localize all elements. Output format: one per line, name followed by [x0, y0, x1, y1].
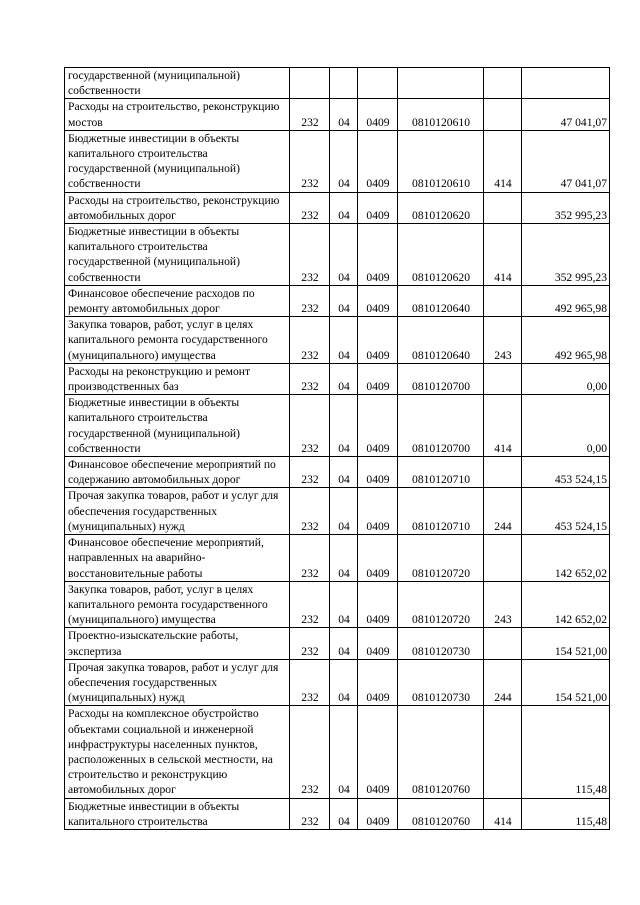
table-row — [65, 628, 610, 659]
expense-name-cell: Расходы на реконструкцию и ремонт производственных баз — [65, 363, 290, 394]
expense-type-code-cell — [484, 628, 522, 659]
target-article-code-cell: 0810120760 — [398, 706, 484, 798]
expense-type-code-cell — [484, 99, 522, 130]
expense-type-code-cell: 244 — [484, 659, 522, 706]
grbs-code-cell: 232 — [290, 706, 330, 798]
amount-cell: 142 652,02 — [522, 581, 610, 628]
expense-name-cell: Финансовое обеспечение мероприятий, направленных на аварийно-восстановительные работы — [65, 535, 290, 582]
section-code-cell: 04 — [330, 224, 358, 286]
table-row — [65, 798, 610, 829]
amount-cell: 453 524,15 — [522, 488, 610, 535]
expense-name-cell: Бюджетные инвестиции в объекты капитального строительства — [65, 798, 290, 829]
subsection-code-cell: 0409 — [358, 659, 398, 706]
target-article-code-cell — [398, 68, 484, 99]
grbs-code-cell: 232 — [290, 192, 330, 223]
section-code-cell: 04 — [330, 285, 358, 316]
grbs-code-cell: 232 — [290, 224, 330, 286]
expense-name-cell: государственной (муниципальной) собственности — [65, 68, 290, 99]
amount-cell: 492 965,98 — [522, 317, 610, 364]
expense-name-cell: Прочая закупка товаров, работ и услуг для обеспечения государственных (муниципальных) нужд — [65, 659, 290, 706]
section-code-cell: 04 — [330, 317, 358, 364]
expense-name-cell: Закупка товаров, работ, услуг в целях капитального ремонта государственного (муниципального) имущества — [65, 317, 290, 364]
grbs-code-cell: 232 — [290, 395, 330, 457]
budget-table-body — [65, 68, 610, 830]
grbs-code-cell: 232 — [290, 798, 330, 829]
target-article-code-cell: 0810120640 — [398, 317, 484, 364]
expense-type-code-cell: 414 — [484, 130, 522, 192]
grbs-code-cell: 232 — [290, 130, 330, 192]
subsection-code-cell: 0409 — [358, 395, 398, 457]
table-row — [65, 317, 610, 364]
amount-cell: 352 995,23 — [522, 192, 610, 223]
section-code-cell: 04 — [330, 798, 358, 829]
section-code-cell: 04 — [330, 130, 358, 192]
expense-name-cell: Расходы на строительство, реконструкцию мостов — [65, 99, 290, 130]
table-row — [65, 488, 610, 535]
subsection-code-cell: 0409 — [358, 363, 398, 394]
amount-cell: 47 041,07 — [522, 99, 610, 130]
expense-type-code-cell — [484, 192, 522, 223]
section-code-cell: 04 — [330, 363, 358, 394]
amount-cell: 492 965,98 — [522, 285, 610, 316]
expense-type-code-cell: 244 — [484, 488, 522, 535]
amount-cell: 352 995,23 — [522, 224, 610, 286]
expense-name-cell: Расходы на комплексное обустройство объектами социальной и инженерной инфраструктуры населенных пунктов, расположенных в сельской местности, на строительство и реконструкцию автомобильных дорог — [65, 706, 290, 798]
grbs-code-cell: 232 — [290, 285, 330, 316]
grbs-code-cell: 232 — [290, 317, 330, 364]
amount-cell: 47 041,07 — [522, 130, 610, 192]
expense-name-cell: Расходы на строительство, реконструкцию автомобильных дорог — [65, 192, 290, 223]
expense-type-code-cell — [484, 457, 522, 488]
amount-cell: 115,48 — [522, 706, 610, 798]
section-code-cell: 04 — [330, 99, 358, 130]
table-row — [65, 581, 610, 628]
expense-name-cell: Финансовое обеспечение мероприятий по содержанию автомобильных дорог — [65, 457, 290, 488]
grbs-code-cell: 232 — [290, 659, 330, 706]
table-row — [65, 395, 610, 457]
target-article-code-cell: 0810120620 — [398, 192, 484, 223]
expense-type-code-cell — [484, 68, 522, 99]
expense-name-cell: Прочая закупка товаров, работ и услуг для обеспечения государственных (муниципальных) нужд — [65, 488, 290, 535]
expense-name-cell: Бюджетные инвестиции в объекты капитального строительства государственной (муниципальной) собственности — [65, 395, 290, 457]
subsection-code-cell: 0409 — [358, 798, 398, 829]
subsection-code-cell: 0409 — [358, 317, 398, 364]
subsection-code-cell — [358, 68, 398, 99]
amount-cell: 0,00 — [522, 363, 610, 394]
table-row — [65, 535, 610, 582]
table-row — [65, 68, 610, 99]
target-article-code-cell: 0810120730 — [398, 659, 484, 706]
table-row — [65, 99, 610, 130]
expense-name-cell: Проектно-изыскательские работы, экспертиза — [65, 628, 290, 659]
section-code-cell: 04 — [330, 457, 358, 488]
table-row — [65, 285, 610, 316]
table-row — [65, 192, 610, 223]
target-article-code-cell: 0810120640 — [398, 285, 484, 316]
section-code-cell: 04 — [330, 488, 358, 535]
target-article-code-cell: 0810120710 — [398, 488, 484, 535]
expense-type-code-cell: 414 — [484, 224, 522, 286]
table-row — [65, 659, 610, 706]
amount-cell: 453 524,15 — [522, 457, 610, 488]
target-article-code-cell: 0810120620 — [398, 224, 484, 286]
section-code-cell — [330, 68, 358, 99]
subsection-code-cell: 0409 — [358, 457, 398, 488]
section-code-cell: 04 — [330, 581, 358, 628]
expense-type-code-cell: 414 — [484, 395, 522, 457]
table-row — [65, 224, 610, 286]
expense-name-cell: Финансовое обеспечение расходов по ремонту автомобильных дорог — [65, 285, 290, 316]
subsection-code-cell: 0409 — [358, 130, 398, 192]
target-article-code-cell: 0810120730 — [398, 628, 484, 659]
target-article-code-cell: 0810120720 — [398, 581, 484, 628]
target-article-code-cell: 0810120710 — [398, 457, 484, 488]
table-row — [65, 363, 610, 394]
expense-type-code-cell — [484, 363, 522, 394]
grbs-code-cell: 232 — [290, 363, 330, 394]
subsection-code-cell: 0409 — [358, 285, 398, 316]
subsection-code-cell: 0409 — [358, 488, 398, 535]
grbs-code-cell: 232 — [290, 628, 330, 659]
expense-type-code-cell — [484, 285, 522, 316]
section-code-cell: 04 — [330, 192, 358, 223]
subsection-code-cell: 0409 — [358, 706, 398, 798]
grbs-code-cell: 232 — [290, 457, 330, 488]
expense-type-code-cell — [484, 535, 522, 582]
subsection-code-cell: 0409 — [358, 99, 398, 130]
table-row — [65, 130, 610, 192]
section-code-cell: 04 — [330, 706, 358, 798]
section-code-cell: 04 — [330, 535, 358, 582]
subsection-code-cell: 0409 — [358, 581, 398, 628]
amount-cell: 0,00 — [522, 395, 610, 457]
budget-table — [64, 67, 610, 830]
table-row — [65, 457, 610, 488]
amount-cell: 154 521,00 — [522, 659, 610, 706]
expense-type-code-cell: 243 — [484, 581, 522, 628]
subsection-code-cell: 0409 — [358, 224, 398, 286]
grbs-code-cell: 232 — [290, 535, 330, 582]
expense-name-cell: Закупка товаров, работ, услуг в целях капитального ремонта государственного (муниципального) имущества — [65, 581, 290, 628]
expense-type-code-cell: 414 — [484, 798, 522, 829]
grbs-code-cell — [290, 68, 330, 99]
grbs-code-cell: 232 — [290, 581, 330, 628]
table-row — [65, 706, 610, 798]
target-article-code-cell: 0810120700 — [398, 363, 484, 394]
amount-cell — [522, 68, 610, 99]
expense-type-code-cell: 243 — [484, 317, 522, 364]
section-code-cell: 04 — [330, 395, 358, 457]
expense-name-cell: Бюджетные инвестиции в объекты капитального строительства государственной (муниципальной) собственности — [65, 130, 290, 192]
grbs-code-cell: 232 — [290, 488, 330, 535]
target-article-code-cell: 0810120700 — [398, 395, 484, 457]
expense-type-code-cell — [484, 706, 522, 798]
subsection-code-cell: 0409 — [358, 192, 398, 223]
amount-cell: 142 652,02 — [522, 535, 610, 582]
target-article-code-cell: 0810120720 — [398, 535, 484, 582]
expense-name-cell: Бюджетные инвестиции в объекты капитального строительства государственной (муниципальной) собственности — [65, 224, 290, 286]
target-article-code-cell: 0810120760 — [398, 798, 484, 829]
section-code-cell: 04 — [330, 628, 358, 659]
subsection-code-cell: 0409 — [358, 535, 398, 582]
target-article-code-cell: 0810120610 — [398, 130, 484, 192]
amount-cell: 115,48 — [522, 798, 610, 829]
section-code-cell: 04 — [330, 659, 358, 706]
subsection-code-cell: 0409 — [358, 628, 398, 659]
amount-cell: 154 521,00 — [522, 628, 610, 659]
target-article-code-cell: 0810120610 — [398, 99, 484, 130]
grbs-code-cell: 232 — [290, 99, 330, 130]
